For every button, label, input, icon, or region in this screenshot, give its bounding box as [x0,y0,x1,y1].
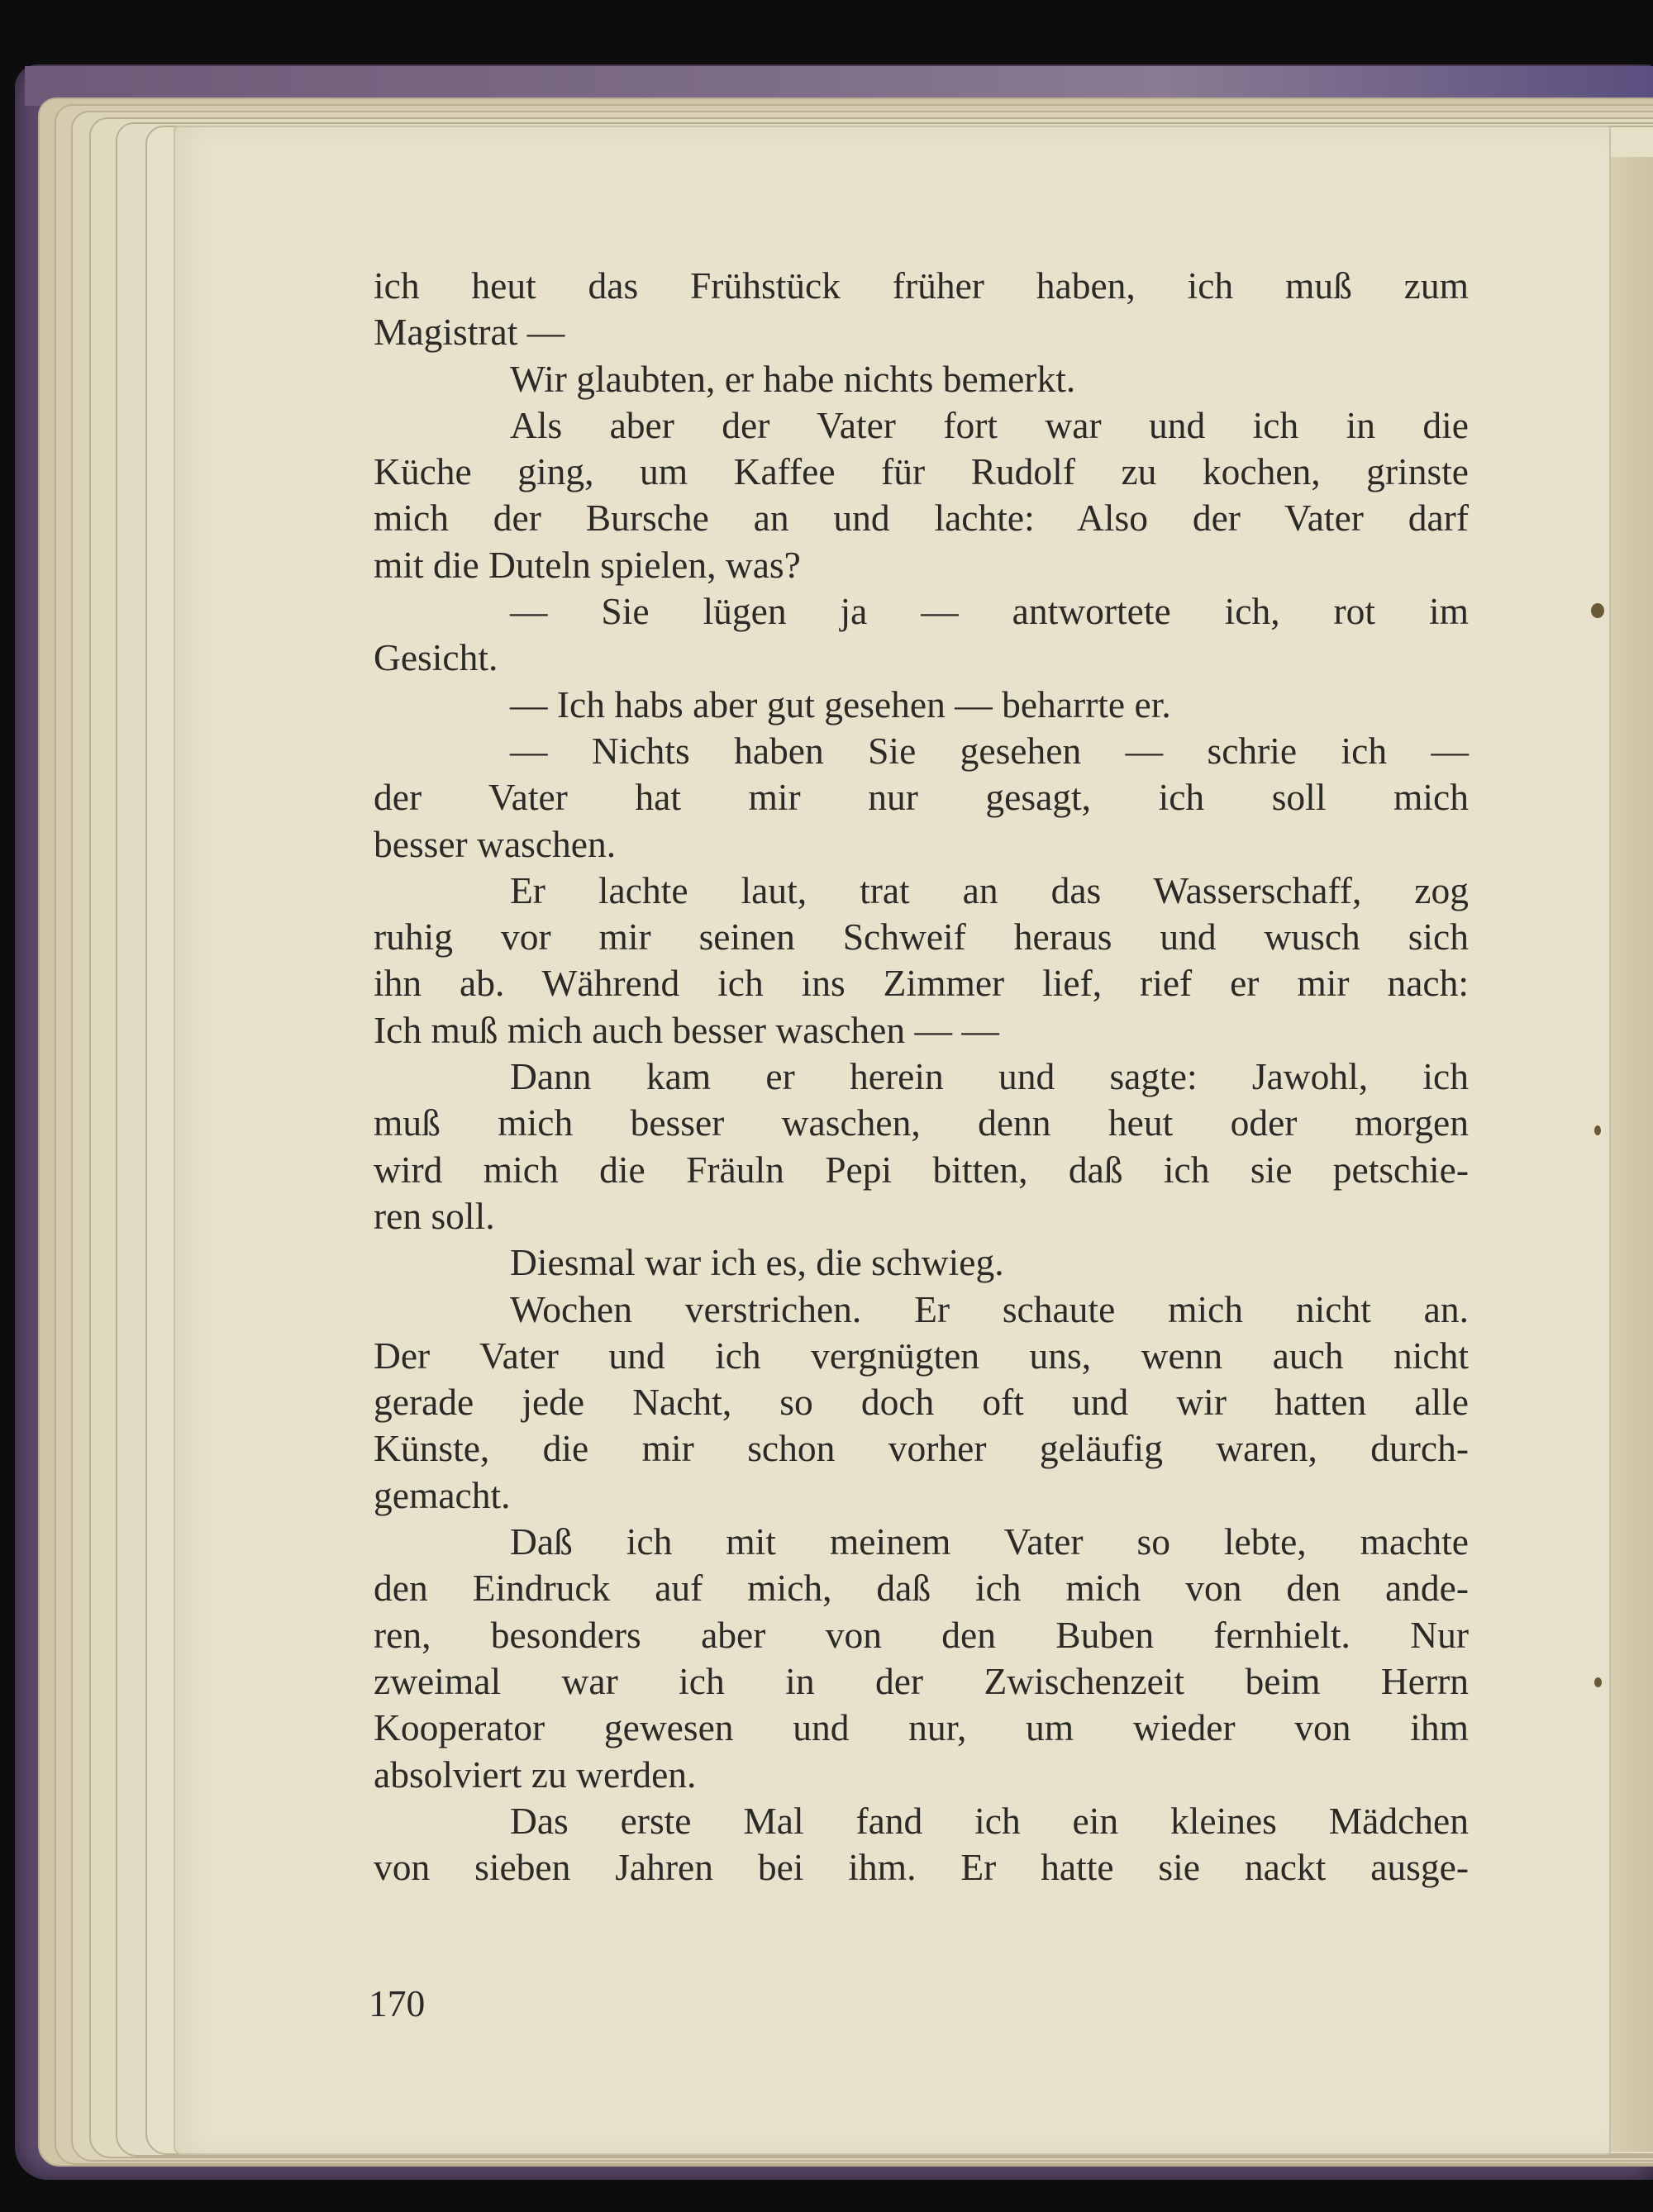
text-line: wird mich die Fräuln Pepi bitten, daß ich sie petschie- [374,1148,1469,1191]
text-line: Ich muß mich auch besser waschen — — [374,1008,999,1051]
text-line: — Ich habs aber gut gesehen — beharrte er. [510,683,1171,725]
text-line: Als aber der Vater fort war und ich in die [510,403,1469,446]
text-line: Kooperator gewesen und nur, um wieder von ihm [374,1706,1469,1749]
text-line: Diesmal war ich es, die schwieg. [510,1241,1004,1284]
text-line: ihn ab. Während ich ins Zimmer lief, rief er mir nach: [374,962,1469,1005]
text-line: Er lachte laut, trat an das Wasserschaff, zog [510,868,1469,911]
page-number: 170 [369,1982,426,2024]
body-text [374,263,1469,1891]
text-line: von sieben Jahren bei ihm. Er hatte sie nackt ausge- [374,1846,1469,1889]
text-line: absolviert zu werden. [374,1753,697,1796]
text-line: der Vater hat mir nur gesagt, ich soll mich [374,776,1469,819]
text-line: den Eindruck auf mich, daß ich mich von den ande- [374,1567,1469,1610]
text-line: Küche ging, um Kaffee für Rudolf zu kochen, grinste [374,450,1469,493]
text-line: ren, besonders aber von den Buben fernhielt. Nur [374,1613,1469,1656]
text-line: zweimal war ich in der Zwischenzeit beim Herrn [374,1659,1469,1702]
text-line: Gesicht. [374,636,498,679]
facing-page-edge [1608,157,1653,2152]
text-line: gerade jede Nacht, so doch oft und wir hatten alle [374,1381,1469,1424]
paper-blemish [1591,603,1604,618]
text-line: mich der Bursche an und lachte: Also der Vater darf [374,497,1469,540]
text-line: Das erste Mal fand ich ein kleines Mädchen [510,1799,1469,1842]
text-line: Künste, die mir schon vorher geläufig waren, durch- [374,1427,1469,1470]
text-line: ich heut das Frühstück früher haben, ich muß zum [374,264,1469,307]
text-line: Dann kam er herein und sagte: Jawohl, ich [510,1055,1469,1098]
text-line: Der Vater und ich vergnügten uns, wenn auch nicht [374,1334,1469,1377]
text-line: Wochen verstrichen. Er schaute mich nicht an. [510,1287,1469,1330]
paper-blemish [1594,1677,1602,1687]
paper-blemish [1594,1125,1601,1135]
text-line: gemacht. [374,1473,511,1516]
text-line: — Nichts haben Sie gesehen — schrie ich — [510,729,1469,772]
text-line: Daß ich mit meinem Vater so lebte, machte [510,1520,1469,1563]
text-line: muß mich besser waschen, denn heut oder morgen [374,1101,1469,1144]
text-line: — Sie lügen ja — antwortete ich, rot im [510,590,1469,633]
text-line: mit die Duteln spielen, was? [374,543,801,586]
text-line: ren soll. [374,1194,495,1237]
text-line: ruhig vor mir seinen Schweif heraus und wusch sich [374,916,1469,959]
text-line: Wir glaubten, er habe nichts bemerkt. [510,357,1076,400]
text-line: besser waschen. [374,822,617,865]
text-line: Magistrat — [374,311,565,354]
